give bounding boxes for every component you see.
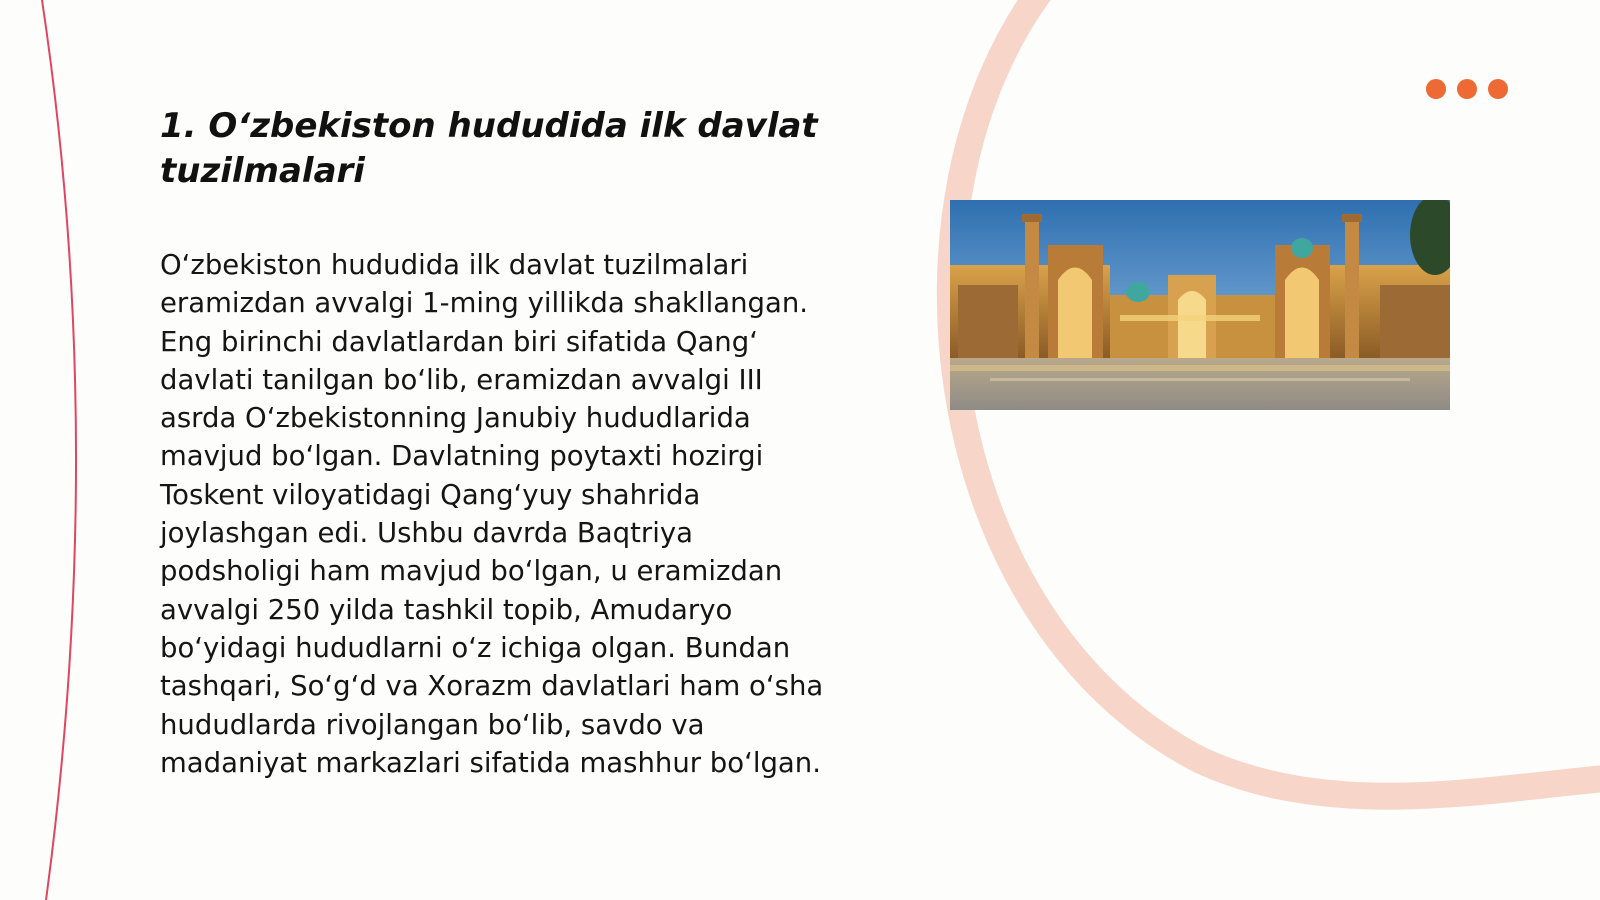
dot bbox=[1426, 79, 1446, 99]
dot bbox=[1488, 79, 1508, 99]
slide-body-text: O‘zbekiston hududida ilk davlat tuzilmalari eramizdan avvalgi 1-ming yillikda shakllangan. Eng birinchi davlatlardan biri sifatida Qang‘ davlati tanilgan bo‘lib, eramizdan avvalgi III asrda O‘zbekistonning Janubiy hududlarida mavjud bo‘lgan. Davlatning poytaxti hozirgi Toskent viloyatidagi Qang‘yuy shahrida joylashgan edi. Ushbu davrda Baqtriya podsholigi ham mavjud bo‘lgan, u eramizdan avvalgi 250 yilda tashkil topib, Amudaryo bo‘yidagi hududlarni o‘z ichiga olgan. Bundan tashqari, So‘g‘d va Xorazm davlatlari ham o‘sha hududlarda rivojlangan bo‘lib, savdo va madaniyat markazlari sifatida mashhur bo‘lgan. bbox=[160, 249, 824, 779]
more-dots-icon bbox=[1426, 79, 1508, 99]
dot bbox=[1457, 79, 1477, 99]
left-accent-line bbox=[42, 0, 76, 900]
registan-photo bbox=[950, 200, 1450, 410]
slide-title: 1. O‘zbekiston hududida ilk davlat tuzilmalari bbox=[160, 106, 818, 191]
